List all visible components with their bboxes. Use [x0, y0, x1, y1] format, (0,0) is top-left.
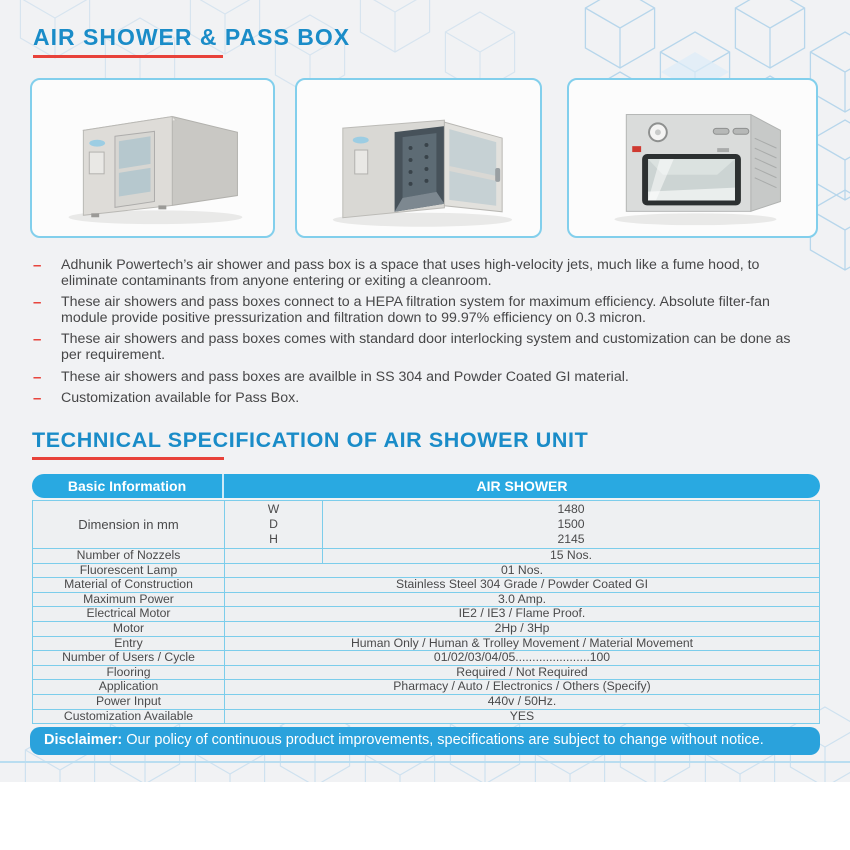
table-row	[33, 666, 819, 681]
table-row	[33, 651, 819, 666]
table-row-dimension	[33, 501, 819, 549]
spec-table	[32, 474, 820, 724]
section-title: TECHNICAL SPECIFICATION OF AIR SHOWER UNIT	[32, 428, 589, 452]
list-item	[33, 295, 805, 326]
feature-bullet-list	[33, 258, 805, 413]
photo-air-shower-closed	[30, 78, 275, 238]
table-row	[33, 607, 819, 622]
dash-icon: –	[33, 390, 42, 408]
bullet-text: These air showers and pass boxes are availble in SS 304 and Powder Coated GI material.	[61, 368, 629, 385]
pass-box-image	[569, 80, 816, 236]
list-item	[33, 258, 805, 289]
row-value: 01 Nos.	[500, 563, 543, 577]
table-row	[33, 564, 819, 579]
empty-cell	[225, 549, 323, 563]
disclaimer-banner	[30, 727, 820, 755]
header-cell-basic-information: Basic Information	[32, 474, 224, 498]
axis-value: 2145	[557, 532, 585, 547]
axis-value: 1500	[557, 516, 585, 531]
table-row	[33, 622, 819, 637]
axis-label: W	[267, 501, 280, 516]
row-label: Number of Nozzels	[33, 549, 225, 563]
disclaimer-label: Disclaimer:	[44, 732, 123, 748]
axis-value: 1480	[557, 501, 585, 516]
row-label: Power Input	[33, 695, 225, 709]
row-label: Entry	[33, 637, 225, 651]
dash-icon: –	[33, 294, 42, 312]
row-value: Human Only / Human & Trolley Movement / Material Movement	[350, 636, 694, 650]
row-value: 01/02/03/04/05......................100	[433, 651, 611, 665]
row-value: 2Hp / 3Hp	[494, 621, 550, 635]
air-shower-open-image	[297, 80, 540, 236]
row-label: Customization Available	[33, 710, 225, 724]
dash-icon: –	[33, 368, 42, 386]
axis-label: D	[269, 516, 278, 531]
row-value: YES	[509, 709, 535, 723]
header-cell-air-shower: AIR SHOWER	[476, 478, 568, 494]
table-row	[33, 637, 819, 652]
row-label: Electrical Motor	[33, 607, 225, 621]
row-value: IE2 / IE3 / Flame Proof.	[458, 607, 586, 621]
row-value: 3.0 Amp.	[497, 592, 547, 606]
list-item	[33, 391, 805, 407]
bullet-text: Customization available for Pass Box.	[61, 390, 300, 407]
row-label: Fluorescent Lamp	[33, 564, 225, 578]
row-label: Material of Construction	[33, 578, 225, 592]
row-value: Required / Not Required	[456, 665, 588, 679]
bullet-text: These air showers and pass boxes comes with standard door interlocking system and customization can be done as per requirement.	[61, 331, 791, 363]
section-title-underline	[32, 457, 224, 460]
axis-label: H	[269, 532, 278, 547]
row-value: 15 Nos.	[549, 548, 592, 562]
row-value: Stainless Steel 304 Grade / Powder Coated GI	[395, 578, 649, 592]
table-row	[33, 680, 819, 695]
title-underline	[33, 55, 223, 58]
row-label: Motor	[33, 622, 225, 636]
page-bottom-rule	[0, 761, 850, 763]
bullet-text: These air showers and pass boxes connect to a HEPA filtration system for maximum efficiency. Absolute filter-fan module provide positive pressurization and filtration down to 99.97% efficiency on 0.3 micron.	[61, 294, 770, 326]
row-value: Pharmacy / Auto / Electronics / Others (Specify)	[393, 680, 651, 694]
row-label: Dimension in mm	[33, 501, 225, 548]
bullet-text: Adhunik Powertech’s air shower and pass box is a space that uses high-velocity jets, much like a fume hood, to eliminate contaminants from anyone entering or exiting a cleanroom.	[61, 257, 760, 289]
table-header-row	[32, 474, 820, 498]
table-row	[33, 593, 819, 608]
air-shower-closed-image	[32, 80, 273, 236]
page-title: AIR SHOWER & PASS BOX	[33, 24, 351, 50]
dimension-values	[323, 501, 819, 548]
list-item	[33, 370, 805, 386]
disclaimer-text: Our policy of continuous product improvements, specifications are subject to change without notice.	[122, 732, 764, 748]
photo-air-shower-door-open	[295, 78, 542, 238]
table-body	[32, 500, 820, 724]
row-value: 440v / 50Hz.	[487, 694, 557, 708]
row-label: Flooring	[33, 666, 225, 680]
dash-icon: –	[33, 331, 42, 349]
table-row	[33, 710, 819, 724]
table-row-nozzles	[33, 549, 819, 564]
list-item	[33, 332, 805, 363]
table-row	[33, 695, 819, 710]
row-label: Number of Users / Cycle	[33, 651, 225, 665]
row-label: Application	[33, 680, 225, 694]
dimension-axes	[225, 501, 323, 548]
table-row	[33, 578, 819, 593]
photo-pass-box	[567, 78, 818, 238]
row-label: Maximum Power	[33, 593, 225, 607]
dash-icon: –	[33, 257, 42, 274]
